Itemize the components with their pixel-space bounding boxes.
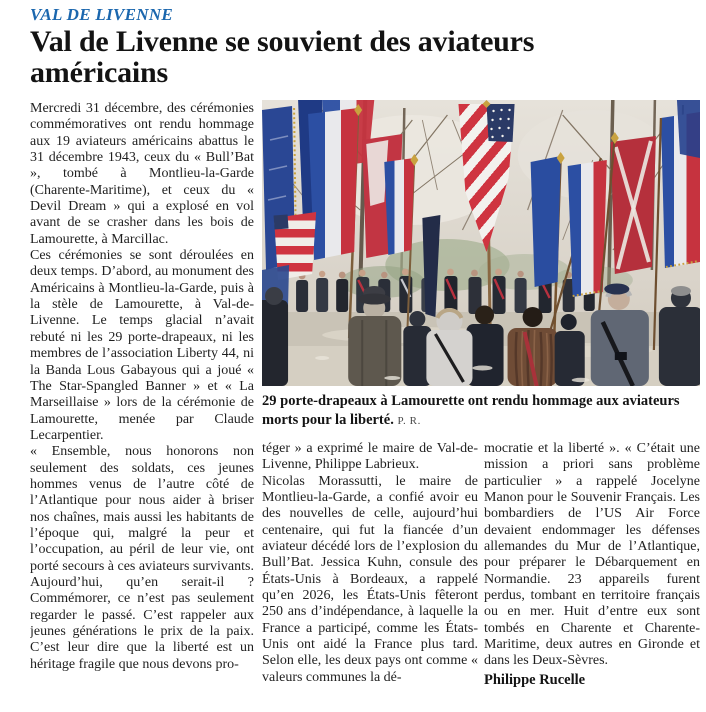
article-paragraph: Ces cérémonies se sont déroulées en deux temps. D’abord, au monument des Américains à Montlieu-la-Garde, puis à la stèle de Lamourette, à Val-de-Livenne. Le temps glacial n’avait rebuté ni les 29 porte-drapeaux, ni les membres de l’association Liberty 44, ni la Banda Lous Gabayous qui a joué « The Star-Spangled Banner » et « La Marseillaise » lors de la cérémonie de Lamourette, menée par Claude Lecarpentier.: [30, 248, 254, 443]
caption-text: 29 porte-drapeaux à Lamourette ont rendu hommage aux aviateurs morts pour la liberté.: [262, 393, 680, 428]
byline: Philippe Rucelle: [484, 671, 586, 688]
article-paragraph: mocratie et la liberté ». « C’était une mission a priori sans problème particulier » a rappelé Jocelyne Manon pour le Souvenir Français. Les bombardiers de l’US Air Force devaient endommager les défenses allemandes du Mur de l’Atlantique, pour préparer le Débarquement en Normandie. 23 appareils furent perdus, tombant en territoire français ou en mer. Huit d’entre eux sont tombés en Charente et Charente-Maritime, deux autres en Gironde et dans les Deux-Sèvres.: [484, 441, 700, 669]
article-paragraph: téger » a exprimé le maire de Val-de-Livenne, Philippe Labrieux.: [262, 441, 478, 473]
article-column-2: [262, 441, 478, 707]
ceremony-photo-illustration: [262, 100, 700, 386]
photo-caption: [262, 392, 700, 431]
headline: Val de Livenne se souvient des aviateurs américains: [30, 25, 535, 89]
article-column-3: [484, 441, 700, 707]
kicker: VAL DE LIVENNE: [30, 5, 174, 24]
article-column-1: [30, 101, 254, 707]
article-paragraph: Nicolas Morassutti, le maire de Montlieu-la-Garde, a confié avoir eu des nouvelles de celle, aujourd’hui centenaire, qui fut la fiancée d’un aviateur décédé lors de l’explosion du Bull’Bat. Jessica Kuhn, consule des États-Unis à Bordeaux, a rappelé qu’en 2026, les États-Unis fêteront 250 ans d’indépendance, à laquelle la France a participé, comme les États-Unis ont aidé la France plus tard. Selon elle, les deux pays ont comme « valeurs communes la dé-: [262, 473, 478, 685]
article-paragraph: Mercredi 31 décembre, des cérémonies commémoratives ont rendu hommage aux 19 aviateurs américains abattus le 31 décembre 1943, ceux du « Bull’Bat », tombé à Montlieu-la-Garde (Charente-Maritime), et ceux du « Devil Dream » qui a explosé en vol avant de se crasher dans les bois de Lamourette, à Marcillac.: [30, 101, 254, 247]
photo-credit: P. R.: [397, 415, 421, 427]
ceremony-photo: [262, 100, 700, 386]
article-paragraph: « Ensemble, nous honorons non seulement des soldats, ces jeunes hommes venus de l’autre côté de l’Atlantique pour nous aider à briser nos chaînes, mais aussi les habitants de l’époque qui, malgré la peur et l’occupation, au péril de leur vie, ont porté secours à ces aviateurs survivants. Aujourd’hui, qu’en serait-il ? Commémorer, ce n’est pas seulement regarder le passé. C’est rappeler aux jeunes générations le prix de la paix. C’est leur dire que la liberté est un héritage fragile que nous devons pro-: [30, 444, 254, 672]
